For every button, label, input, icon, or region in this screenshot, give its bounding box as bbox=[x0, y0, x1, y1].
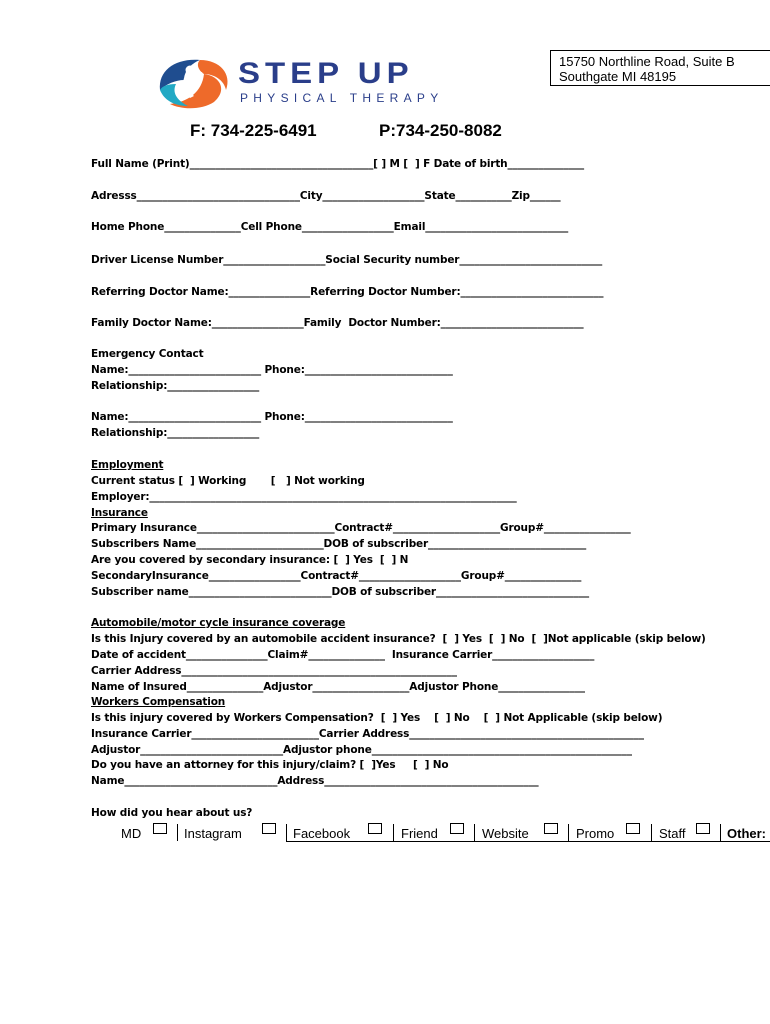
secondary-insurance-field[interactable]: SecondaryInsurance__________________Contract#____________________Group#_______________ bbox=[91, 570, 582, 582]
emergency-contact-1-relationship[interactable]: Relationship:__________________ bbox=[91, 380, 260, 392]
option-staff-checkbox[interactable] bbox=[696, 823, 710, 834]
insurance-carrier-field[interactable]: Insurance Carrier_________________________Carrier Address______________________________________________ bbox=[91, 728, 644, 740]
family-doctor-field[interactable]: Family Doctor Name:__________________Family Doctor Number:____________________________ bbox=[91, 317, 584, 329]
option-promo-label: Promo bbox=[576, 826, 615, 841]
fax-number: F: 734-225-6491 bbox=[190, 121, 317, 140]
insurance-heading: Insurance bbox=[91, 507, 148, 519]
clinic-address-box bbox=[550, 50, 770, 86]
name-of-insured-field[interactable]: Name of Insured_______________Adjustor___________________Adjustor Phone_________________ bbox=[91, 681, 585, 693]
brand-name: STEP UP bbox=[238, 56, 414, 90]
employer-field[interactable]: Employer:________________________________________________________________________ bbox=[91, 491, 517, 503]
brand-subtitle: PHYSICAL THERAPY bbox=[240, 91, 444, 105]
attorney-question[interactable]: Do you have an attorney for this injury/claim? [ ]Yes [ ] No bbox=[91, 759, 449, 771]
secondary-insurance-question[interactable]: Are you covered by secondary insurance: [ ] Yes [ ] N bbox=[91, 554, 409, 566]
option-other-label[interactable]: Other: bbox=[727, 826, 766, 841]
current-status-field[interactable]: Current status [ ] Working [ ] Not working bbox=[91, 475, 365, 487]
emergency-contact-heading: Emergency Contact bbox=[91, 348, 204, 360]
option-divider bbox=[177, 824, 178, 841]
attorney-name-field[interactable]: Name______________________________Address__________________________________________ bbox=[91, 775, 539, 787]
subscribers-name-field[interactable]: Subscribers Name_________________________DOB of subscriber_______________________________ bbox=[91, 538, 587, 550]
logo-icon bbox=[154, 56, 232, 110]
option-website-label: Website bbox=[482, 826, 529, 841]
adjustor-field[interactable]: Adjustor____________________________Adjustor phone___________________________________________________ bbox=[91, 744, 632, 756]
option-friend-label: Friend bbox=[401, 826, 438, 841]
referral-source-options bbox=[0, 823, 770, 843]
accident-claim-field[interactable]: Date of accident________________Claim#_______________ Insurance Carrier____________________ bbox=[91, 649, 595, 661]
option-facebook-checkbox[interactable] bbox=[368, 823, 382, 834]
option-divider bbox=[474, 824, 475, 841]
full-name-field[interactable]: Full Name (Print)____________________________________[ ] M [ ] F Date of birth_______________ bbox=[91, 158, 585, 170]
phone-email-field[interactable]: Home Phone_______________Cell Phone__________________Email____________________________ bbox=[91, 221, 569, 233]
option-divider bbox=[720, 824, 721, 841]
option-divider bbox=[393, 824, 394, 841]
address-field[interactable]: Adresss________________________________City____________________State___________Zip______ bbox=[91, 190, 561, 202]
emergency-contact-1-name[interactable]: Name:__________________________ Phone:_____________________________ bbox=[91, 364, 453, 376]
option-promo-checkbox[interactable] bbox=[626, 823, 640, 834]
emergency-contact-2-relationship[interactable]: Relationship:__________________ bbox=[91, 427, 260, 439]
option-divider bbox=[651, 824, 652, 841]
option-divider bbox=[286, 824, 287, 841]
option-website-checkbox[interactable] bbox=[544, 823, 558, 834]
license-ssn-field[interactable]: Driver License Number____________________Social Security number____________________________ bbox=[91, 254, 603, 266]
option-md-checkbox[interactable] bbox=[153, 823, 167, 834]
option-staff-label: Staff bbox=[659, 826, 686, 841]
subscriber-name-field[interactable]: Subscriber name____________________________DOB of subscriber______________________________ bbox=[91, 586, 589, 598]
address-line-2: Southgate MI 48195 bbox=[559, 69, 677, 84]
option-md-label: MD bbox=[121, 826, 142, 841]
address-line-1: 15750 Northline Road, Suite B bbox=[559, 54, 735, 69]
referring-doctor-field[interactable]: Referring Doctor Name:________________Referring Doctor Number:____________________________ bbox=[91, 286, 604, 298]
option-facebook-label: Facebook bbox=[293, 826, 351, 841]
primary-insurance-field[interactable]: Primary Insurance___________________________Contract#_____________________Group#_________________ bbox=[91, 522, 631, 534]
workers-comp-question[interactable]: Is this injury covered by Workers Compensation? [ ] Yes [ ] No [ ] Not Applicable (skip below) bbox=[91, 712, 663, 724]
options-underline bbox=[286, 841, 770, 842]
phone-number: P:734-250-8082 bbox=[379, 121, 502, 140]
employment-heading: Employment bbox=[91, 459, 164, 471]
option-instagram-checkbox[interactable] bbox=[262, 823, 276, 834]
option-friend-checkbox[interactable] bbox=[450, 823, 464, 834]
auto-insurance-heading: Automobile/motor cycle insurance coverage bbox=[91, 617, 346, 629]
hear-about-us-question: How did you hear about us? bbox=[91, 807, 253, 819]
option-instagram-label: Instagram bbox=[184, 826, 242, 841]
emergency-contact-2-name[interactable]: Name:__________________________ Phone:_____________________________ bbox=[91, 411, 453, 423]
auto-insurance-question[interactable]: Is this Injury covered by an automobile accident insurance? [ ] Yes [ ] No [ ]Not applicable (skip below) bbox=[91, 633, 706, 645]
workers-comp-heading: Workers Compensation bbox=[91, 696, 226, 708]
carrier-address-field[interactable]: Carrier Address______________________________________________________ bbox=[91, 665, 457, 677]
option-divider bbox=[568, 824, 569, 841]
